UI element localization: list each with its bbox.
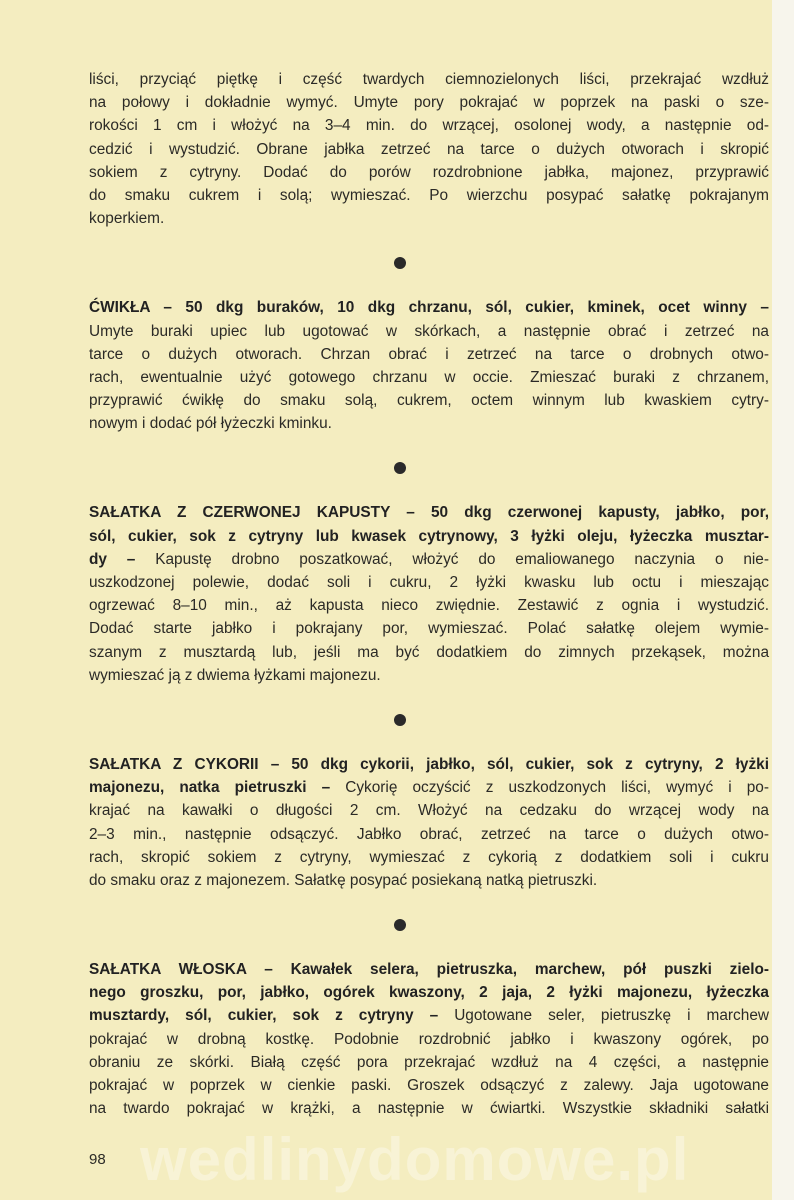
recipe-paragraph [89,296,769,435]
bullet-dot-icon [394,257,406,269]
text-line [89,571,769,594]
recipe-heading-text: dy – [89,550,136,568]
text-line [89,799,769,822]
recipe-paragraph [89,753,769,892]
text-line [89,114,769,137]
text-line [89,1004,769,1027]
separator-bullet [89,230,769,296]
text-line [89,776,769,799]
body-text: wymieszać ją z dwiema łyżkami majonezu. [89,666,381,684]
text-line [89,501,769,524]
text-line [89,846,769,869]
body-text: tarce o dużych otworach. Chrzan obrać i zetrzeć na tarce o drobnych otwo- [89,345,769,363]
text-line [89,68,769,91]
page-number: 98 [89,1151,106,1168]
body-text: sokiem z cytryny. Dodać do porów rozdrobnione jabłka, majonez, przyprawić [89,163,769,181]
text-line [89,184,769,207]
body-text: do smaku oraz z majonezem. Sałatkę posypać posiekaną natką pietruszki. [89,871,598,889]
body-text: Umyte buraki upiec lub ugotować w skórkach, a następnie obrać i zetrzeć na [89,322,769,340]
separator-bullet [89,435,769,501]
text-line [89,548,769,571]
text-line [89,412,769,435]
body-text: krajać na kawałki o długości 2 cm. Włożyć na cedzaku do wrzącej wody na [89,802,769,820]
text-line [89,753,769,776]
text-line [89,869,769,892]
separator-bullet [89,687,769,753]
text-line [89,320,769,343]
body-text: rach, ewentualnie użyć gotowego chrzanu w occie. Zmieszać buraki z chrzanem, [89,368,769,386]
body-text: obraniu ze skórki. Białą część pora przekrajać wzdłuż na 4 części, a następnie [89,1053,769,1071]
body-text: rokości 1 cm i włożyć na 3–4 min. do wrzącej, osolonej wody, a następnie od- [89,117,769,135]
text-line [89,138,769,161]
body-text: pokrajać w drobną kostkę. Podobnie rozdrobnić jabłko i kwaszony ogórek, po [89,1030,769,1048]
text-line [89,664,769,687]
text-line [89,91,769,114]
bullet-dot-icon [394,462,406,474]
text-line [89,1074,769,1097]
text-line [89,296,769,319]
body-text: na połowy i dokładnie wymyć. Umyte pory pokrajać w poprzek na paski o sze- [89,94,769,112]
text-line [89,389,769,412]
watermark: wedlinydomowe.pl [140,1126,690,1193]
recipe-heading-text: SAŁATKA WŁOSKA – Kawałek selera, pietruszka, marchew, pół puszki zielo- [89,961,769,979]
text-line [89,823,769,846]
text-line [89,343,769,366]
recipe-heading-text: ĆWIKŁA – 50 dkg buraków, 10 dkg chrzanu, sól, cukier, kminek, ocet winny – [89,299,769,317]
body-text: nowym i dodać pół łyżeczki kminku. [89,415,332,433]
recipe-paragraph [89,501,769,687]
recipe-heading-text: SAŁATKA Z CZERWONEJ KAPUSTY – 50 dkg czerwonej kapusty, jabłko, por, [89,504,769,522]
book-page-text [89,68,769,1120]
body-text: pokrajać w poprzek w cienkie paski. Groszek odsączyć z zalewy. Jaja ugotowane [89,1077,769,1094]
bullet-dot-icon [394,714,406,726]
body-text: uszkodzonej polewie, dodać soli i cukru, 2 łyżki kwasku lub octu i mieszając [89,574,769,591]
text-line [89,366,769,389]
body-text: do smaku cukrem i solą; wymieszać. Po wierzchu posypać sałatkę pokrajanym [89,186,769,204]
recipe-paragraph [89,958,769,1120]
recipe-heading-text: musztardy, sól, cukier, sok z cytryny – [89,1007,439,1025]
paragraph-continued [89,68,769,230]
text-line [89,207,769,230]
body-text: cedzić i wystudzić. Obrane jabłka zetrzeć na tarce o dużych otworach i skropić [89,140,769,158]
text-line [89,641,769,664]
text-line [89,1028,769,1051]
text-line [89,1051,769,1074]
body-text: rach, skropić sokiem z cytryny, wymieszać z cykorią z dodatkiem soli i cukru [89,848,769,866]
body-text: szanym z musztardą lub, jeśli ma być dodatkiem do zimnych przekąsek, można [89,643,769,661]
body-text: liści, przyciąć piętkę i część twardych ciemnozielonych liści, przekrajać wzdłuż [89,71,769,88]
body-text: 2–3 min., następnie odsączyć. Jabłko obrać, zetrzeć na tarce o dużych otwo- [89,825,769,843]
page-edge [772,0,794,1200]
text-line [89,161,769,184]
recipe-heading-text: nego groszku, por, jabłko, ogórek kwaszony, 2 jaja, 2 łyżki majonezu, łyżeczka [89,984,769,1002]
text-line [89,958,769,981]
text-line [89,594,769,617]
bullet-dot-icon [394,919,406,931]
body-text: koperkiem. [89,210,165,228]
recipe-heading-text: sól, cukier, sok z cytryny lub kwasek cytrynowy, 3 łyżki oleju, łyżeczka musztar- [89,527,769,545]
body-text: Dodać starte jabłko i pokrajany por, wymieszać. Polać sałatkę olejem wymie- [89,620,769,638]
body-text: przyprawić ćwikłę do smaku solą, cukrem, octem winnym lub kwaskiem cytry- [89,392,769,410]
body-text: na twardo pokrajać w krążki, a następnie w ćwiartki. Wszystkie składniki sałatki [89,1100,769,1118]
recipe-heading-text: SAŁATKA Z CYKORII – 50 dkg cykorii, jabłko, sól, cukier, sok z cytryny, 2 łyżki [89,755,769,773]
body-text: Ugotowane seler, pietruszkę i marchew [438,1007,769,1025]
body-text: ogrzewać 8–10 min., aż kapusta nieco zwiędnie. Zestawić z ognia i wystudzić. [89,597,769,615]
body-text: Cykorię oczyścić z uszkodzonych liści, wymyć i po- [330,779,769,797]
separator-bullet [89,892,769,958]
text-line [89,525,769,548]
recipe-heading-text: majonezu, natka pietruszki – [89,779,331,797]
text-line [89,617,769,640]
body-text: Kapustę drobno poszatkować, włożyć do emaliowanego naczynia o nie- [135,550,769,568]
text-line [89,1097,769,1120]
text-line [89,981,769,1004]
